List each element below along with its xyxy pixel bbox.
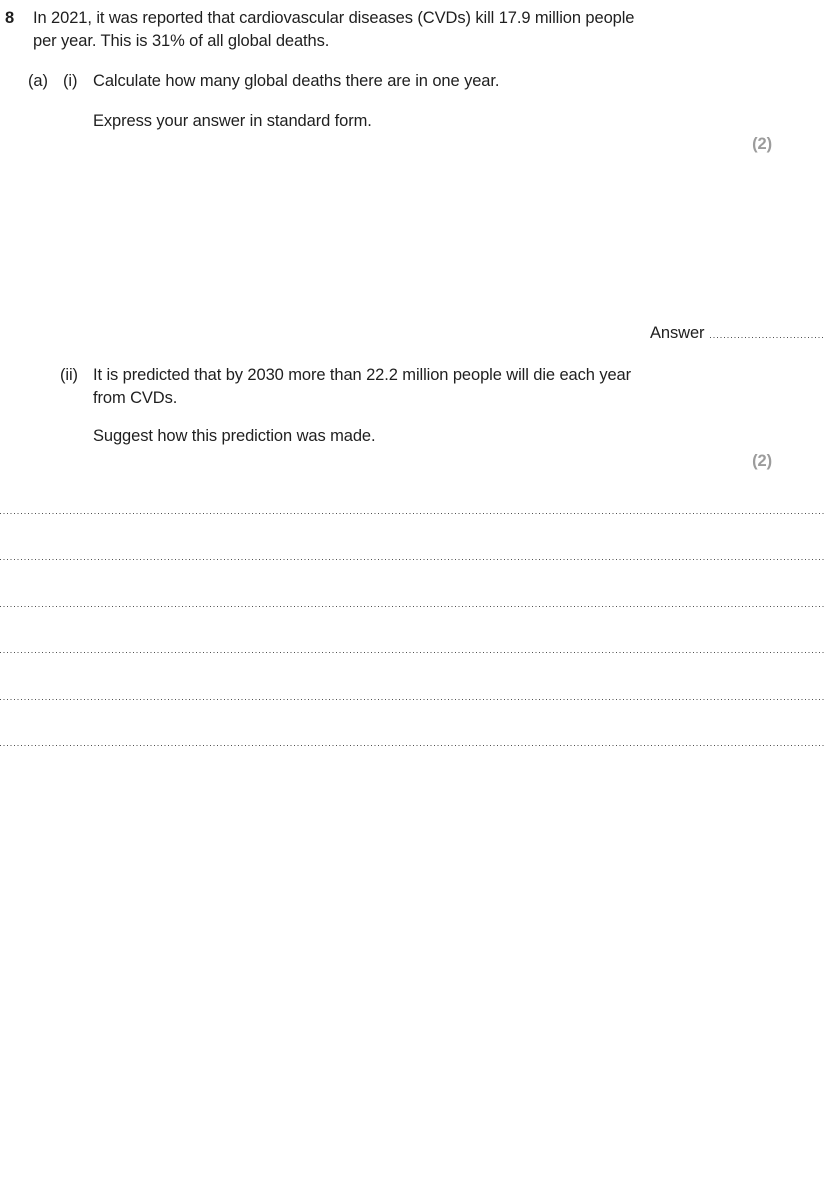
part-ii-text-line: from CVDs. [93, 389, 178, 407]
part-i-label: (i) [63, 72, 78, 90]
part-a-label: (a) [28, 72, 48, 90]
answer-label: Answer [650, 324, 705, 342]
answer-ruled-line[interactable] [0, 606, 826, 607]
ruled-lines [0, 513, 826, 793]
part-i-text: Calculate how many global deaths there are in one year. [93, 72, 500, 90]
question-intro [33, 7, 634, 53]
part-i-marks-badge: (2) [752, 135, 772, 153]
answer-ruled-line[interactable] [0, 699, 826, 700]
answer-blank-line[interactable] [710, 319, 825, 338]
part-ii-instruction: Suggest how this prediction was made. [93, 427, 376, 445]
part-ii-label: (ii) [60, 366, 78, 384]
part-ii-text [93, 364, 631, 410]
part-a-i-row [0, 70, 826, 93]
part-ii-text-line: It is predicted that by 2030 more than 22.2 million people will die each year [93, 366, 632, 384]
answer-ruled-line[interactable] [0, 559, 826, 560]
answer-ruled-line[interactable] [0, 652, 826, 653]
answer-ruled-line[interactable] [0, 745, 826, 746]
answer-ruled-line[interactable] [0, 513, 826, 514]
question-number: 8 [5, 9, 15, 27]
answer-row [650, 319, 825, 345]
question-intro-line: per year. This is 31% of all global deaths. [33, 32, 330, 50]
part-i-instruction: Express your answer in standard form. [93, 112, 372, 130]
part-ii-marks-badge: (2) [752, 452, 772, 470]
question-intro-line: In 2021, it was reported that cardiovascular diseases (CVDs) kill 17.9 million people [33, 9, 635, 27]
